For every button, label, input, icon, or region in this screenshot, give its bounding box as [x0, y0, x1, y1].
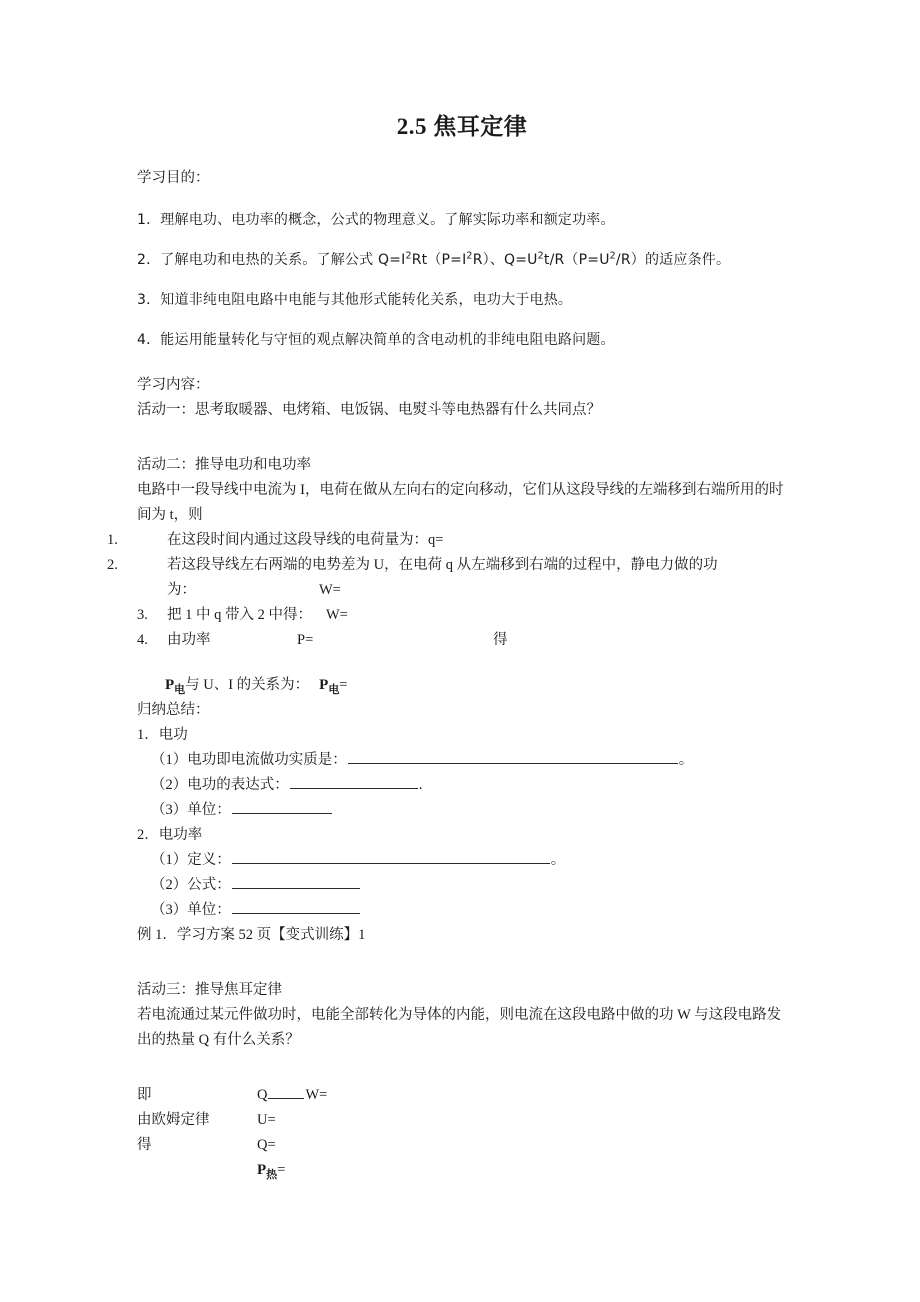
- example-reference: 例 1．学习方案 52 页【变式训练】1: [137, 927, 366, 943]
- derivation-label: 由欧姆定律: [137, 1112, 210, 1128]
- relation-equals: =: [339, 677, 348, 693]
- objective-item-3: 3．知道非纯电阻电路中电能与其他形式能转化关系，电功大于电热。: [137, 292, 573, 308]
- list-text: 把 1 中 q 带入 2 中得：: [167, 607, 312, 623]
- derivation-line-3: [137, 1133, 787, 1158]
- item-label: （2）电功的表达式：: [151, 777, 289, 793]
- derivation-symbol-q: Q: [257, 1087, 268, 1103]
- continuation-value: W=: [319, 582, 341, 598]
- page-title: 2.5 焦耳定律: [396, 114, 528, 139]
- activity-two-item-1: [107, 528, 787, 553]
- activity-two-item-2-continuation: [137, 578, 787, 603]
- document-body: [107, 0, 787, 1183]
- activity-three-question: 若电流通过某元件做功时，电能全部转化为导体的内能，则电流在这段电路中做的功 W 与这段电路发出的热量 Q 有什么关系？: [137, 1007, 782, 1048]
- derivation-symbol-u: U=: [257, 1112, 276, 1128]
- item-tail: 。: [550, 852, 566, 868]
- spacer: [137, 1053, 787, 1083]
- fill-in-blank[interactable]: [348, 748, 678, 764]
- activity-one-text: 活动一：思考取暖器、电烤箱、电饭锅、电熨斗等电热器有什么共同点？: [137, 402, 601, 418]
- spacer: [137, 948, 787, 978]
- item-label: （1）定义：: [151, 852, 231, 868]
- list-value: W=: [326, 607, 348, 623]
- derivation-label: 得: [137, 1137, 152, 1153]
- objective-item-4: 4．能运用能量转化与守恒的观点解决简单的含电动机的非纯电阻电路问题。: [137, 332, 615, 348]
- derivation-symbol-w: W=: [305, 1087, 328, 1103]
- objective-2-mid-3: t/R（P=U: [543, 252, 610, 268]
- symbol-p: P: [257, 1162, 267, 1178]
- summary-section-1-title: 1．电功: [137, 727, 188, 743]
- summary-section-2-title: 2．电功率: [137, 827, 203, 843]
- item-label: （2）公式：: [151, 877, 231, 893]
- symbol-p: P: [165, 677, 175, 693]
- item-tail: 。: [678, 752, 694, 768]
- aims-label: 学习目的：: [137, 170, 210, 186]
- summary-s1-item-2: [137, 773, 787, 798]
- summary-s1-item-1: [137, 748, 787, 773]
- objective-item-2: [137, 249, 787, 271]
- symbol-p-subscript: 电: [328, 684, 340, 696]
- spacer: [137, 423, 787, 453]
- list-value: P=: [297, 632, 314, 648]
- fill-in-blank[interactable]: [232, 898, 360, 914]
- objective-item-1: 1．理解电功、电功率的概念，公式的物理意义。了解实际功率和额定功率。: [137, 212, 615, 228]
- activity-two-item-3: [137, 603, 787, 628]
- item-tail: .: [418, 777, 423, 793]
- summary-label: 归纳总结：: [137, 702, 210, 718]
- summary-s1-item-3: [137, 798, 787, 823]
- list-text: 由功率: [167, 632, 211, 648]
- symbol-p-electric-result: [319, 677, 340, 696]
- list-number: 2.: [107, 557, 118, 573]
- symbol-p-subscript: 电: [174, 684, 186, 696]
- fill-in-blank[interactable]: [268, 1083, 304, 1099]
- list-text: 若这段导线左右两端的电势差为 U，在电荷 q 从左端移到右端的过程中，静电力做的功: [167, 557, 718, 573]
- spacer: [137, 653, 787, 673]
- symbol-p-electric: [165, 677, 186, 696]
- objective-2-lead: 2．了解电功和电热的关系。了解公式 Q=I: [137, 252, 406, 268]
- heat-power-equals: =: [277, 1162, 286, 1178]
- derivation-symbol-q2: Q=: [257, 1137, 276, 1153]
- item-label: （3）单位：: [151, 802, 231, 818]
- continuation-label: 为：: [167, 582, 196, 598]
- summary-s2-item-3: [137, 898, 787, 923]
- fill-in-blank[interactable]: [232, 873, 360, 889]
- item-label: （1）电功即电流做功实质是：: [151, 752, 347, 768]
- activity-three-heading: 活动三：推导焦耳定律: [137, 982, 282, 998]
- objective-2-mid-1: Rt（P=I: [411, 252, 467, 268]
- symbol-p-heat: [257, 1162, 278, 1181]
- derivation-line-2: [137, 1108, 787, 1133]
- activity-two-item-4: [137, 628, 787, 653]
- derivation-label: 即: [137, 1087, 152, 1103]
- derivation-line-1: [137, 1083, 787, 1108]
- list-number: 1.: [107, 532, 118, 548]
- objective-2-tail: /R）的适应条件。: [615, 252, 731, 268]
- heat-power-line: [137, 1158, 787, 1183]
- objective-2-sup-2: 2: [466, 250, 473, 262]
- power-electric-relation: [137, 673, 787, 698]
- relation-text: 与 U、I 的关系为：: [185, 677, 310, 693]
- list-number: 3.: [137, 607, 148, 623]
- fill-in-blank[interactable]: [232, 848, 550, 864]
- objective-2-sup-4: 2: [609, 250, 616, 262]
- symbol-p: P: [319, 677, 329, 693]
- list-text: 在这段时间内通过这段导线的电荷量为：q=: [167, 532, 444, 548]
- objective-2-sup-3: 2: [537, 250, 544, 262]
- objective-2-mid-2: R）、Q=U: [472, 252, 538, 268]
- activity-two-item-2: [107, 553, 787, 578]
- summary-s2-item-2: [137, 873, 787, 898]
- summary-s2-item-1: [137, 848, 787, 873]
- fill-in-blank[interactable]: [232, 798, 332, 814]
- activity-two-heading: 活动二：推导电功和电功率: [137, 457, 311, 473]
- fill-in-blank[interactable]: [290, 773, 418, 789]
- item-label: （3）单位：: [151, 902, 231, 918]
- activity-two-intro: 电路中一段导线中电流为 I，电荷在做从左向右的定向移动，它们从这段导线的左端移到右端所用的时间为 t，则: [137, 482, 784, 523]
- objective-2-sup-1: 2: [405, 250, 412, 262]
- list-trailing: 得: [493, 632, 508, 648]
- content-label: 学习内容：: [137, 377, 210, 393]
- symbol-p-subscript: 热: [266, 1169, 278, 1181]
- list-number: 4.: [137, 632, 148, 648]
